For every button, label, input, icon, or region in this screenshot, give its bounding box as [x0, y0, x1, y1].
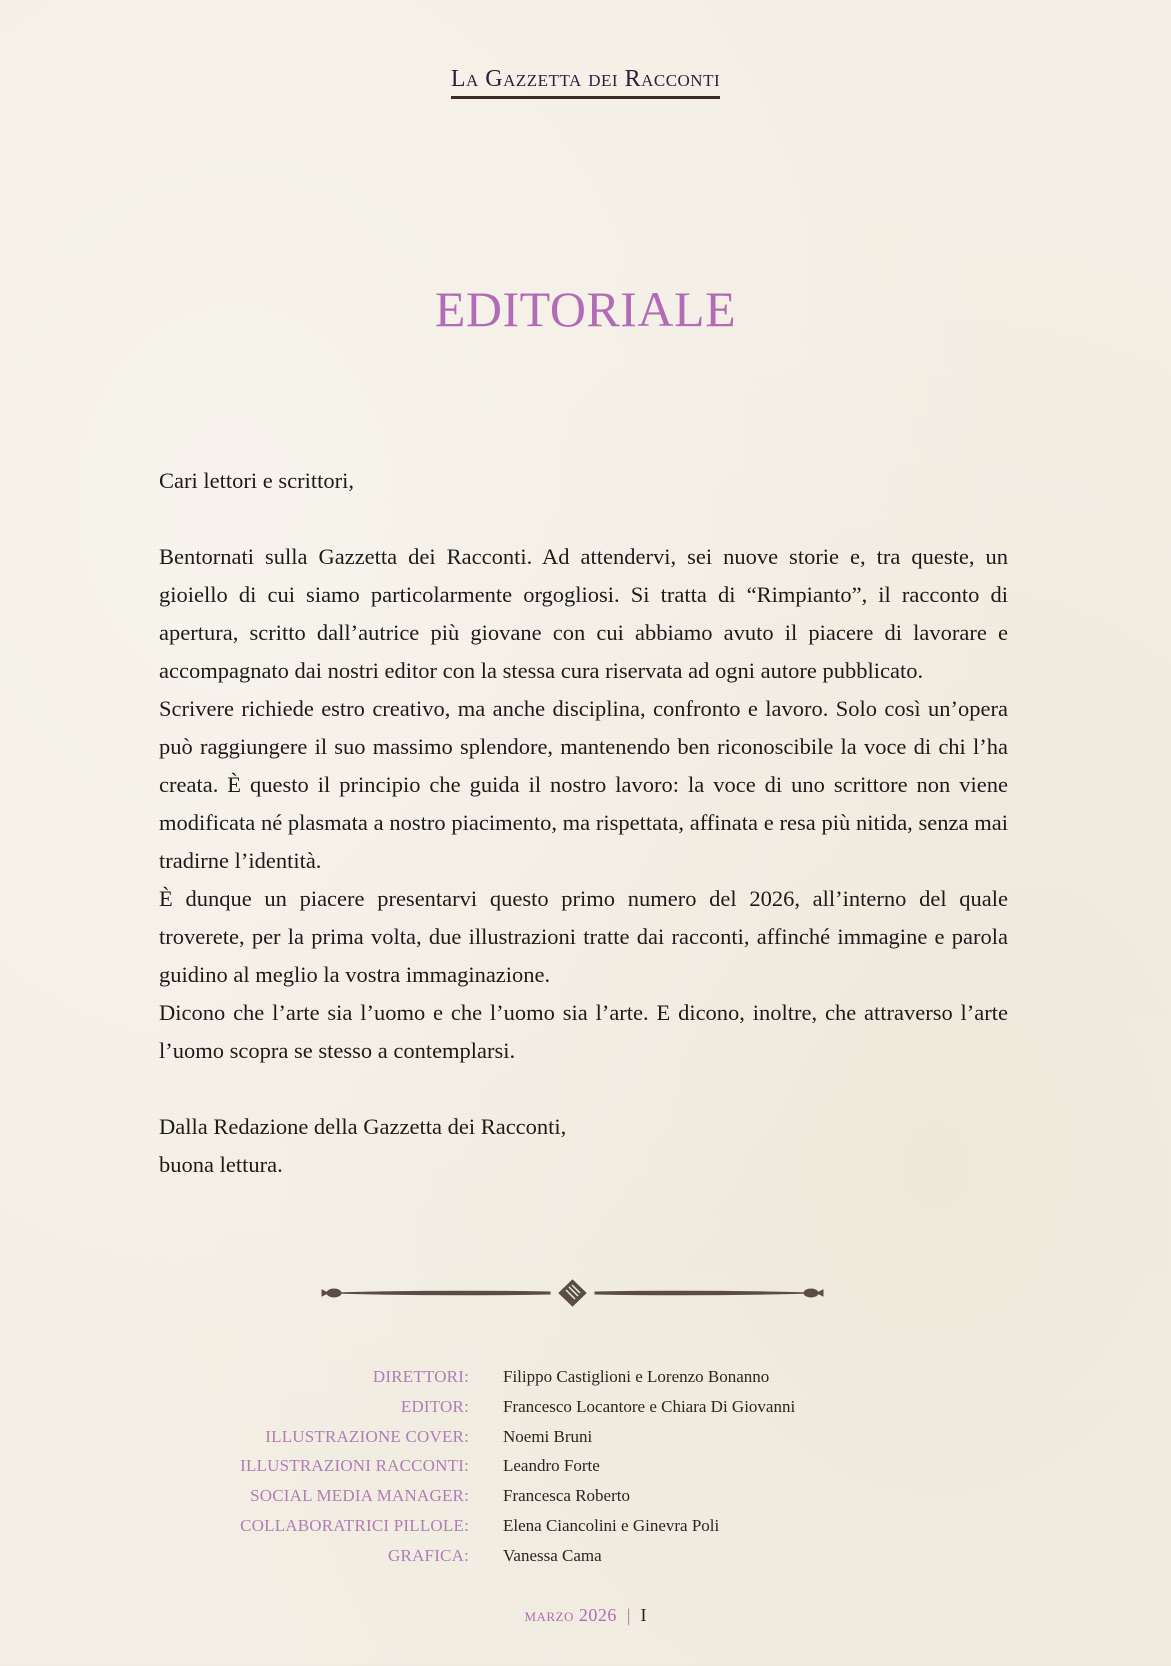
- sign-off-line: Dalla Redazione della Gazzetta dei Racconti,: [159, 1114, 567, 1139]
- paragraph: Dicono che l’arte sia l’uomo e che l’uomo sia l’arte. E dicono, inoltre, che attraverso l’arte l’uomo scopra se stesso a contemplarsi.: [159, 1000, 1008, 1063]
- credit-value: Francesco Locantore e Chiara Di Giovanni: [503, 1396, 796, 1416]
- credit-value: Filippo Castiglioni e Lorenzo Bonanno: [503, 1367, 770, 1386]
- credit-value: Francesca Roberto: [503, 1486, 630, 1506]
- credit-label: ILLUSTRAZIONE COVER:: [265, 1426, 469, 1446]
- sign-off-line: buona lettura.: [159, 1152, 283, 1177]
- editorial-body: [159, 462, 1008, 1184]
- credit-value: Vanessa Cama: [503, 1545, 602, 1565]
- footer-separator: |: [626, 1605, 631, 1625]
- page-number: I: [640, 1605, 647, 1625]
- credit-value: Leandro Forte: [503, 1456, 600, 1476]
- masthead: [0, 66, 1171, 99]
- credit-value: Elena Ciancolini e Ginevra Poli: [503, 1515, 720, 1535]
- page-title: EDITORIALE: [434, 281, 737, 337]
- credit-row: [0, 1392, 1171, 1422]
- paragraph: Scrivere richiede estro creativo, ma anche disciplina, confronto e lavoro. Solo così un’opera può raggiungere il suo massimo splendore, mantenendo ben riconoscibile la voce di chi l’ha creata. È questo il principio che guida il nostro lavoro: la voce di uno scrittore non viene modificata né plasmata a nostro piacimento, ma rispettata, affinata e resa più nitida, senza mai tradirne l’identità.: [159, 696, 1008, 873]
- credit-row: [0, 1451, 1171, 1481]
- masthead-title: La Gazzetta dei Racconti: [451, 66, 720, 99]
- credit-label: SOCIAL MEDIA MANAGER:: [250, 1486, 469, 1506]
- credit-row: [0, 1511, 1171, 1541]
- credit-row: [0, 1481, 1171, 1511]
- credit-label: EDITOR:: [400, 1396, 469, 1416]
- salutation: Cari lettori e scrittori,: [159, 468, 354, 493]
- credit-value: Noemi Bruni: [503, 1426, 593, 1446]
- credit-label: ILLUSTRAZIONI RACCONTI:: [240, 1456, 469, 1476]
- credit-row: [0, 1541, 1171, 1571]
- credit-label: DIRETTORI:: [372, 1367, 469, 1386]
- issue-date: marzo 2026: [524, 1605, 617, 1625]
- credit-row: [0, 1362, 1171, 1392]
- page-footer: [0, 1605, 1171, 1626]
- paragraph: È dunque un piacere presentarvi questo primo numero del 2026, all’interno del quale troverete, per la prima volta, due illustrazioni tratte dai racconti, affinché immagine e parola guidino al meglio la vostra immaginazione.: [159, 886, 1008, 987]
- credit-label: GRAFICA:: [388, 1545, 469, 1565]
- ornamental-divider-icon: [320, 1275, 825, 1311]
- credit-label: COLLABORATRICI PILLOLE:: [240, 1515, 469, 1535]
- credits-list: [0, 1362, 1171, 1571]
- paragraph: Bentornati sulla Gazzetta dei Racconti. Ad attendervi, sei nuove storie e, tra queste, un gioiello di cui siamo particolarmente orgogliosi. Si tratta di “Rimpianto”, il racconto di apertura, scritto dall’autrice più giovane con cui abbiamo avuto il piacere di lavorare e accompagnato dai nostri editor con la stessa cura riservata ad ogni autore pubblicato.: [159, 544, 1008, 683]
- credit-row: [0, 1422, 1171, 1452]
